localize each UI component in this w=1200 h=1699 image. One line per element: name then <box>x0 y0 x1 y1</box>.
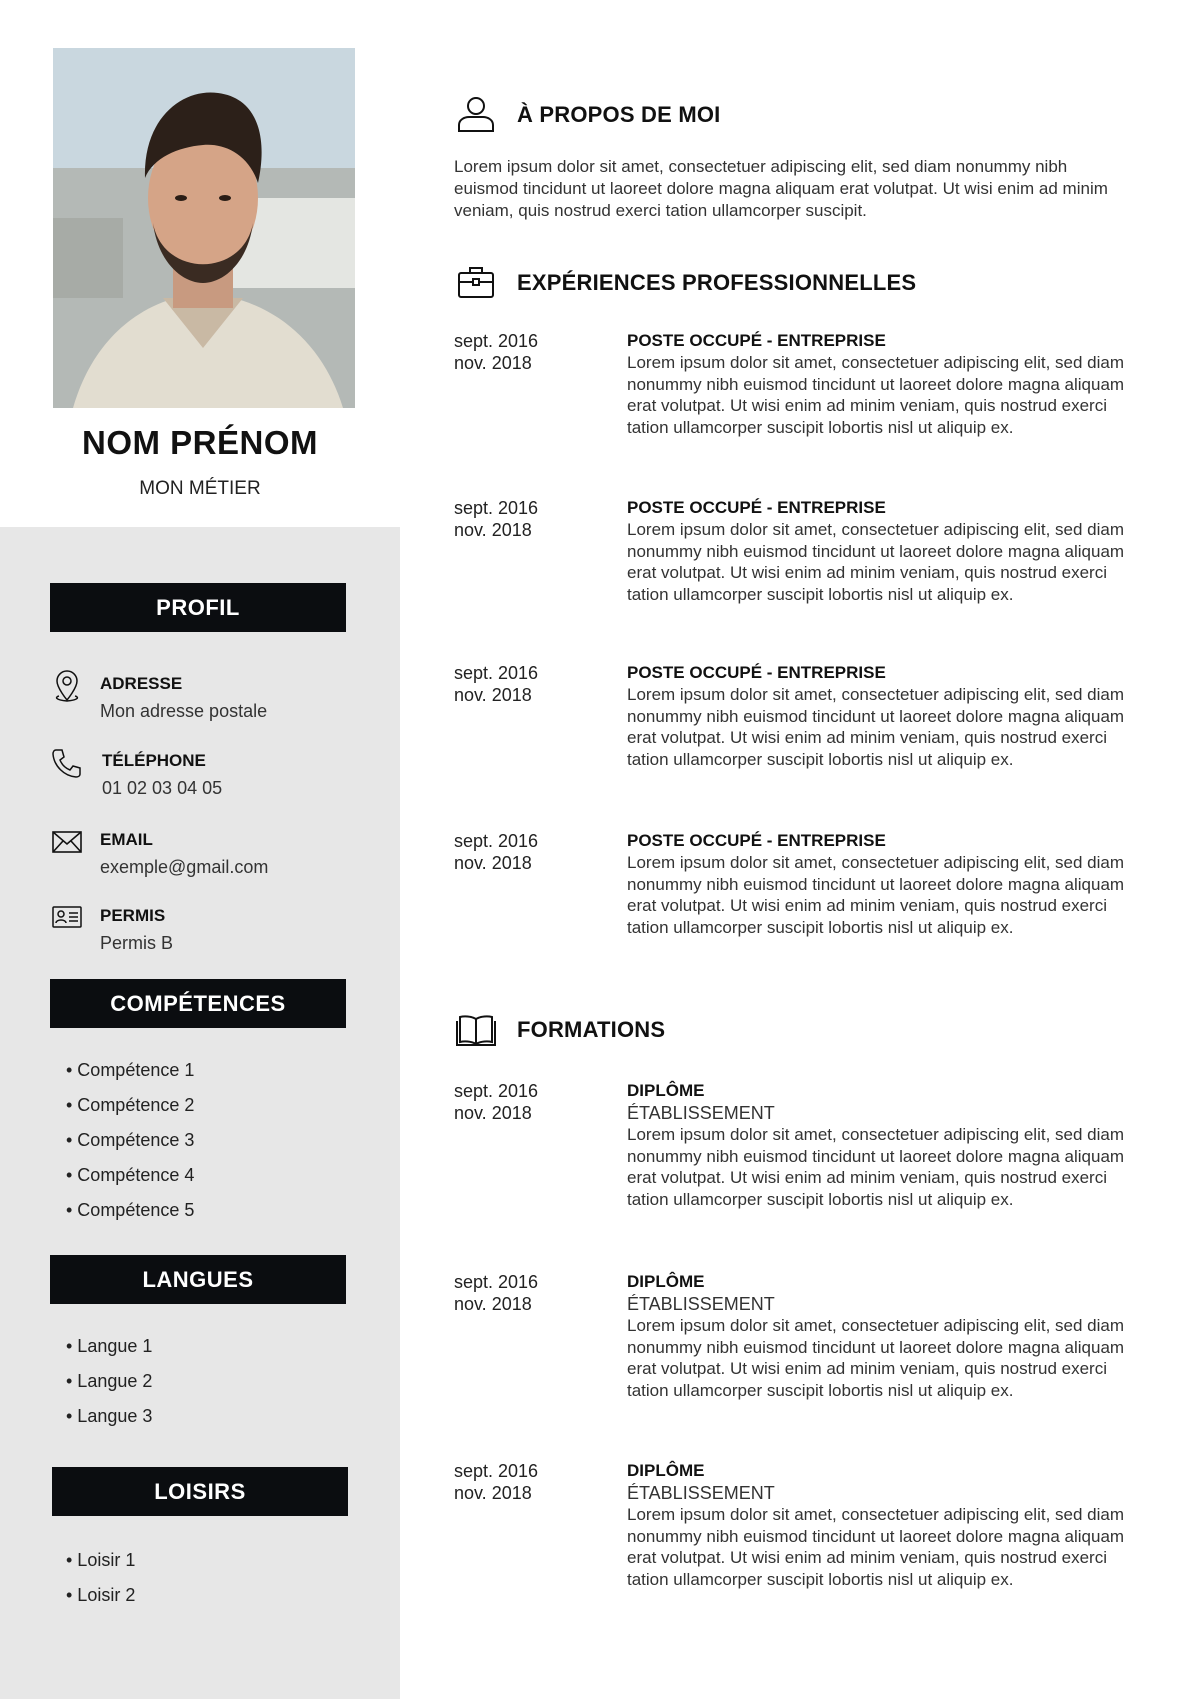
entry-body <box>627 330 1127 439</box>
date-end: nov. 2018 <box>454 520 532 540</box>
entry-title: POSTE OCCUPÉ - ENTREPRISE <box>627 498 886 517</box>
section-title: EXPÉRIENCES PROFESSIONNELLES <box>517 270 917 295</box>
entry-description: Lorem ipsum dolor sit amet, consectetuer adipiscing elit, sed diam nonummy nibh euismod tincidunt ut laoreet dolore magna aliquam erat volutpat. Ut wisi enim ad minim veniam, quis nostrud exerci tation ullamcorper suscipit lobortis nisl ut aliquip ex. <box>627 520 1125 605</box>
date-start: sept. 2016 <box>454 831 539 851</box>
date-start: sept. 2016 <box>454 498 539 518</box>
list-item: • Compétence 1 <box>66 1060 195 1080</box>
section-title: FORMATIONS <box>517 1017 666 1042</box>
date-end: nov. 2018 <box>454 853 532 873</box>
date-end: nov. 2018 <box>454 1294 532 1314</box>
entry-description: Lorem ipsum dolor sit amet, consectetuer adipiscing elit, sed diam nonummy nibh euismod tincidunt ut laoreet dolore magna aliquam erat volutpat. Ut wisi enim ad minim veniam, quis nostrud exerci tation ullamcorper suscipit lobortis nisl ut aliquip ex. <box>627 1505 1125 1590</box>
entry-body <box>627 830 1127 939</box>
date-start: sept. 2016 <box>454 1081 539 1101</box>
section-banner-competences: COMPÉTENCES <box>50 979 346 1028</box>
about-text: Lorem ipsum dolor sit amet, consectetuer adipiscing elit, sed diam nonummy nibh euismod tincidunt ut laoreet dolore magna aliquam erat volutpat. Ut wisi enim ad minim veniam, quis nostrud exerci tation ullamcorper suscipit. <box>454 157 1108 220</box>
entry-title: POSTE OCCUPÉ - ENTREPRISE <box>627 331 886 350</box>
list-item: • Langue 1 <box>66 1336 153 1356</box>
contact-label: PERMIS <box>100 906 166 925</box>
list-item: • Compétence 2 <box>66 1095 195 1115</box>
langues-list <box>66 1335 152 1440</box>
id-card-icon <box>50 901 84 935</box>
section-banner-profil: PROFIL <box>50 583 346 632</box>
section-header-experiences <box>455 262 916 304</box>
section-banner-langues: LANGUES <box>50 1255 346 1304</box>
entry-title: DIPLÔME <box>627 1081 705 1100</box>
candidate-name: NOM PRÉNOM <box>82 424 318 461</box>
entry-dates <box>454 1460 614 1504</box>
entry-body <box>627 1271 1127 1402</box>
open-book-icon <box>455 1009 497 1051</box>
entry-dates <box>454 830 614 874</box>
entry-body <box>627 1460 1127 1591</box>
candidate-job-title: MON MÉTIER <box>139 478 261 499</box>
entry-body <box>627 1080 1127 1211</box>
contact-value: exemple@gmail.com <box>100 857 269 877</box>
section-title: À PROPOS DE MOI <box>517 102 721 127</box>
entry-school: ÉTABLISSEMENT <box>627 1483 775 1503</box>
envelope-icon <box>50 825 84 859</box>
section-header-about <box>455 94 720 136</box>
entry-description: Lorem ipsum dolor sit amet, consectetuer adipiscing elit, sed diam nonummy nibh euismod tincidunt ut laoreet dolore magna aliquam erat volutpat. Ut wisi enim ad minim veniam, quis nostrud exerci tation ullamcorper suscipit lobortis nisl ut aliquip ex. <box>627 353 1125 438</box>
phone-icon <box>50 746 84 780</box>
entry-school: ÉTABLISSEMENT <box>627 1294 775 1314</box>
entry-body <box>627 497 1127 606</box>
entry-description: Lorem ipsum dolor sit amet, consectetuer adipiscing elit, sed diam nonummy nibh euismod tincidunt ut laoreet dolore magna aliquam erat volutpat. Ut wisi enim ad minim veniam, quis nostrud exerci tation ullamcorper suscipit lobortis nisl ut aliquip ex. <box>627 1316 1125 1401</box>
entry-description: Lorem ipsum dolor sit amet, consectetuer adipiscing elit, sed diam nonummy nibh euismod tincidunt ut laoreet dolore magna aliquam erat volutpat. Ut wisi enim ad minim veniam, quis nostrud exerci tation ullamcorper suscipit lobortis nisl ut aliquip ex. <box>627 853 1125 938</box>
entry-title: DIPLÔME <box>627 1461 705 1480</box>
contact-value: Mon adresse postale <box>100 701 268 721</box>
entry-dates <box>454 1271 614 1315</box>
contact-value: 01 02 03 04 05 <box>102 778 223 798</box>
list-item: • Compétence 4 <box>66 1165 195 1185</box>
loisirs-list <box>66 1549 135 1619</box>
entry-dates <box>454 497 614 541</box>
date-start: sept. 2016 <box>454 663 539 683</box>
list-item: • Loisir 1 <box>66 1550 136 1570</box>
entry-dates <box>454 1080 614 1124</box>
contact-label: ADRESSE <box>100 674 183 693</box>
list-item: • Loisir 2 <box>66 1585 136 1605</box>
entry-title: POSTE OCCUPÉ - ENTREPRISE <box>627 663 886 682</box>
list-item: • Compétence 5 <box>66 1200 195 1220</box>
date-end: nov. 2018 <box>454 353 532 373</box>
date-start: sept. 2016 <box>454 1272 539 1292</box>
profile-photo <box>53 48 355 408</box>
section-header-formations <box>455 1009 665 1051</box>
entry-title: DIPLÔME <box>627 1272 705 1291</box>
date-start: sept. 2016 <box>454 1461 539 1481</box>
contact-label: TÉLÉPHONE <box>102 751 206 770</box>
date-end: nov. 2018 <box>454 1103 532 1123</box>
entry-dates <box>454 662 614 706</box>
entry-description: Lorem ipsum dolor sit amet, consectetuer adipiscing elit, sed diam nonummy nibh euismod tincidunt ut laoreet dolore magna aliquam erat volutpat. Ut wisi enim ad minim veniam, quis nostrud exerci tation ullamcorper suscipit lobortis nisl ut aliquip ex. <box>627 1125 1125 1210</box>
entry-body <box>627 662 1127 771</box>
competences-list <box>66 1059 194 1234</box>
entry-title: POSTE OCCUPÉ - ENTREPRISE <box>627 831 886 850</box>
contact-value: Permis B <box>100 933 174 953</box>
section-banner-loisirs: LOISIRS <box>52 1467 348 1516</box>
user-icon <box>455 94 497 136</box>
briefcase-icon <box>455 262 497 304</box>
date-end: nov. 2018 <box>454 1483 532 1503</box>
list-item: • Langue 2 <box>66 1371 153 1391</box>
list-item: • Compétence 3 <box>66 1130 195 1150</box>
entry-dates <box>454 330 614 374</box>
contact-label: EMAIL <box>100 830 153 849</box>
entry-description: Lorem ipsum dolor sit amet, consectetuer adipiscing elit, sed diam nonummy nibh euismod tincidunt ut laoreet dolore magna aliquam erat volutpat. Ut wisi enim ad minim veniam, quis nostrud exerci tation ullamcorper suscipit lobortis nisl ut aliquip ex. <box>627 685 1125 770</box>
date-start: sept. 2016 <box>454 331 539 351</box>
location-pin-icon <box>50 669 84 703</box>
list-item: • Langue 3 <box>66 1406 153 1426</box>
date-end: nov. 2018 <box>454 685 532 705</box>
entry-school: ÉTABLISSEMENT <box>627 1103 775 1123</box>
